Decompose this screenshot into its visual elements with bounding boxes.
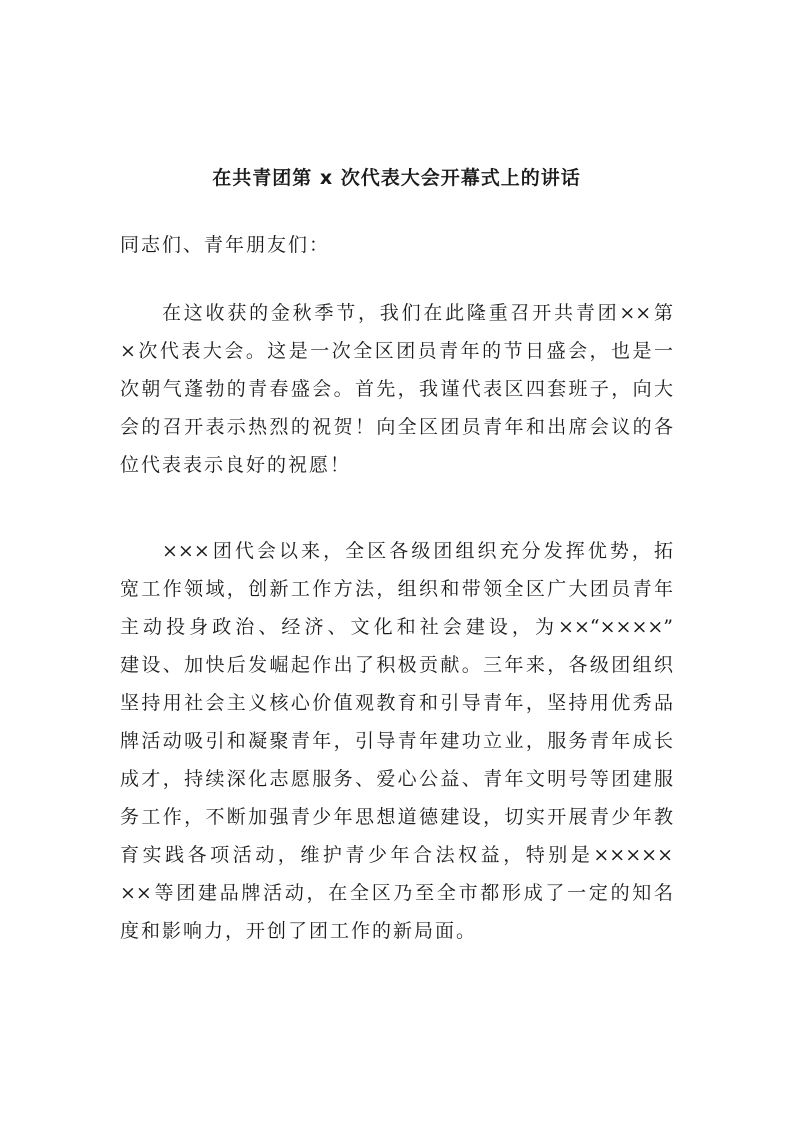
- paragraph-line: 主动投身政治、经济、文化和社会建设，为××“××××”: [120, 616, 673, 638]
- paragraph-line: 会的召开表示热烈的祝贺！向全区团员青年和出席会议的各: [120, 416, 673, 438]
- paragraph-line: ××等团建品牌活动，在全区乃至全市都形成了一定的知名: [120, 882, 673, 904]
- paragraph-line: 建设、加快后发崛起作出了积极贡献。三年来，各级团组织: [120, 654, 673, 676]
- paragraph-line: ×次代表大会。这是一次全区团员青年的节日盛会，也是一: [120, 340, 673, 362]
- paragraph-line: 度和影响力，开创了团工作的新局面。: [120, 920, 478, 942]
- paragraph-line: ×××团代会以来，全区各级团组织充分发挥优势，拓: [162, 540, 673, 562]
- document-title: 在共青团第 x 次代表大会开幕式上的讲话: [212, 167, 581, 189]
- salutation: 同志们、青年朋友们：: [120, 234, 331, 256]
- paragraph-line: 牌活动吸引和凝聚青年，引导青年建功立业，服务青年成长: [120, 730, 673, 752]
- paragraph-line: 育实践各项活动，维护青少年合法权益，特别是×××××: [120, 844, 673, 866]
- paragraph-line: 宽工作领域，创新工作方法，组织和带领全区广大团员青年: [120, 578, 673, 600]
- paragraph-line: 在这收获的金秋季节，我们在此隆重召开共青团××第: [162, 302, 673, 324]
- paragraph-line: 坚持用社会主义核心价值观教育和引导青年，坚持用优秀品: [120, 692, 673, 714]
- paragraph-line: 位代表表示良好的祝愿！: [120, 454, 352, 476]
- paragraph-line: 务工作，不断加强青少年思想道德建设，切实开展青少年教: [120, 806, 673, 828]
- paragraph-line: 次朝气蓬勃的青春盛会。首先，我谨代表区四套班子，向大: [120, 378, 673, 400]
- paragraph-line: 成才，持续深化志愿服务、爱心公益、青年文明号等团建服: [120, 768, 673, 790]
